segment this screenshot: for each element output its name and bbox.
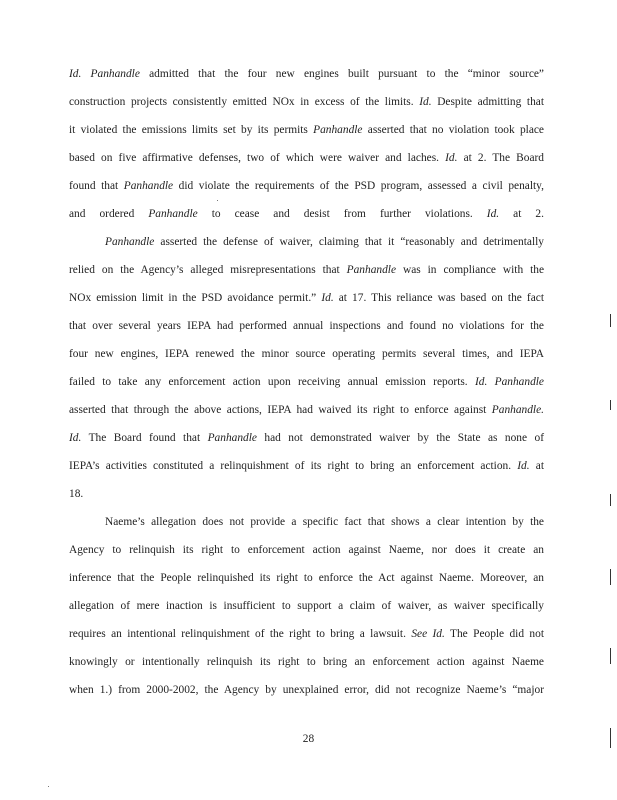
text-line: when 1.) from 2000-2002, the Agency by unexplained error, did not recognize Naeme’s “major <box>69 684 544 696</box>
text-line: it violated the emissions limits set by its permits Panhandle asserted that no violation took place <box>69 124 544 136</box>
text-line: asserted that through the above actions, IEPA had waived its right to enforce against Panhandle. <box>69 404 544 416</box>
text-line: allegation of mere inaction is insufficient to support a claim of waiver, as waiver specifically <box>69 600 544 612</box>
text-line: construction projects consistently emitted NOx in excess of the limits. Id. Despite admitting that <box>69 96 544 108</box>
text-line: NOx emission limit in the PSD avoidance permit.” Id. at 17. This reliance was based on the fact <box>69 292 544 304</box>
text-line: Id. Panhandle admitted that the four new engines built pursuant to the “minor source” <box>69 68 544 80</box>
page-number: 28 <box>302 733 315 745</box>
text-line: 18. <box>69 488 84 500</box>
text-line: failed to take any enforcement action upon receiving annual emission reports. Id. Panhandle <box>69 376 544 388</box>
text-line: requires an intentional relinquishment of the right to bring a lawsuit. See Id. The People did not <box>69 628 544 640</box>
scan-mark <box>610 494 611 506</box>
text-line: knowingly or intentionally relinquish its right to bring an enforcement action against Naeme <box>69 656 544 668</box>
scan-speck <box>48 786 49 787</box>
scan-mark <box>610 400 611 410</box>
scan-mark <box>610 314 611 327</box>
text-line: Id. The Board found that Panhandle had not demonstrated waiver by the State as none of <box>69 432 544 444</box>
text-line: Panhandle asserted the defense of waiver, claiming that it “reasonably and detrimentally <box>105 236 544 248</box>
text-line: and ordered Panhandle to cease and desist from further violations. Id. at 2. <box>69 208 544 220</box>
text-line: IEPA’s activities constituted a relinquishment of its right to bring an enforcement action. Id. at <box>69 460 544 472</box>
text-line: four new engines, IEPA renewed the minor source operating permits several times, and IEPA <box>69 348 544 360</box>
scan-mark <box>610 648 611 664</box>
text-line: Agency to relinquish its right to enforcement action against Naeme, nor does it create an <box>69 544 544 556</box>
text-line: found that Panhandle did violate the requirements of the PSD program, assessed a civil penalty, <box>69 180 544 192</box>
text-line: relied on the Agency’s alleged misrepresentations that Panhandle was in compliance with the <box>69 264 545 276</box>
scan-speck <box>217 200 218 201</box>
scan-mark <box>610 728 611 748</box>
text-line: Naeme’s allegation does not provide a specific fact that shows a clear intention by the <box>105 516 544 528</box>
scan-mark <box>610 569 611 585</box>
text-line: inference that the People relinquished its right to enforce the Act against Naeme. Moreover, an <box>69 572 544 584</box>
text-line: that over several years IEPA had performed annual inspections and found no violations for the <box>69 320 544 332</box>
text-line: based on five affirmative defenses, two of which were waiver and laches. Id. at 2. The Board <box>69 152 544 164</box>
